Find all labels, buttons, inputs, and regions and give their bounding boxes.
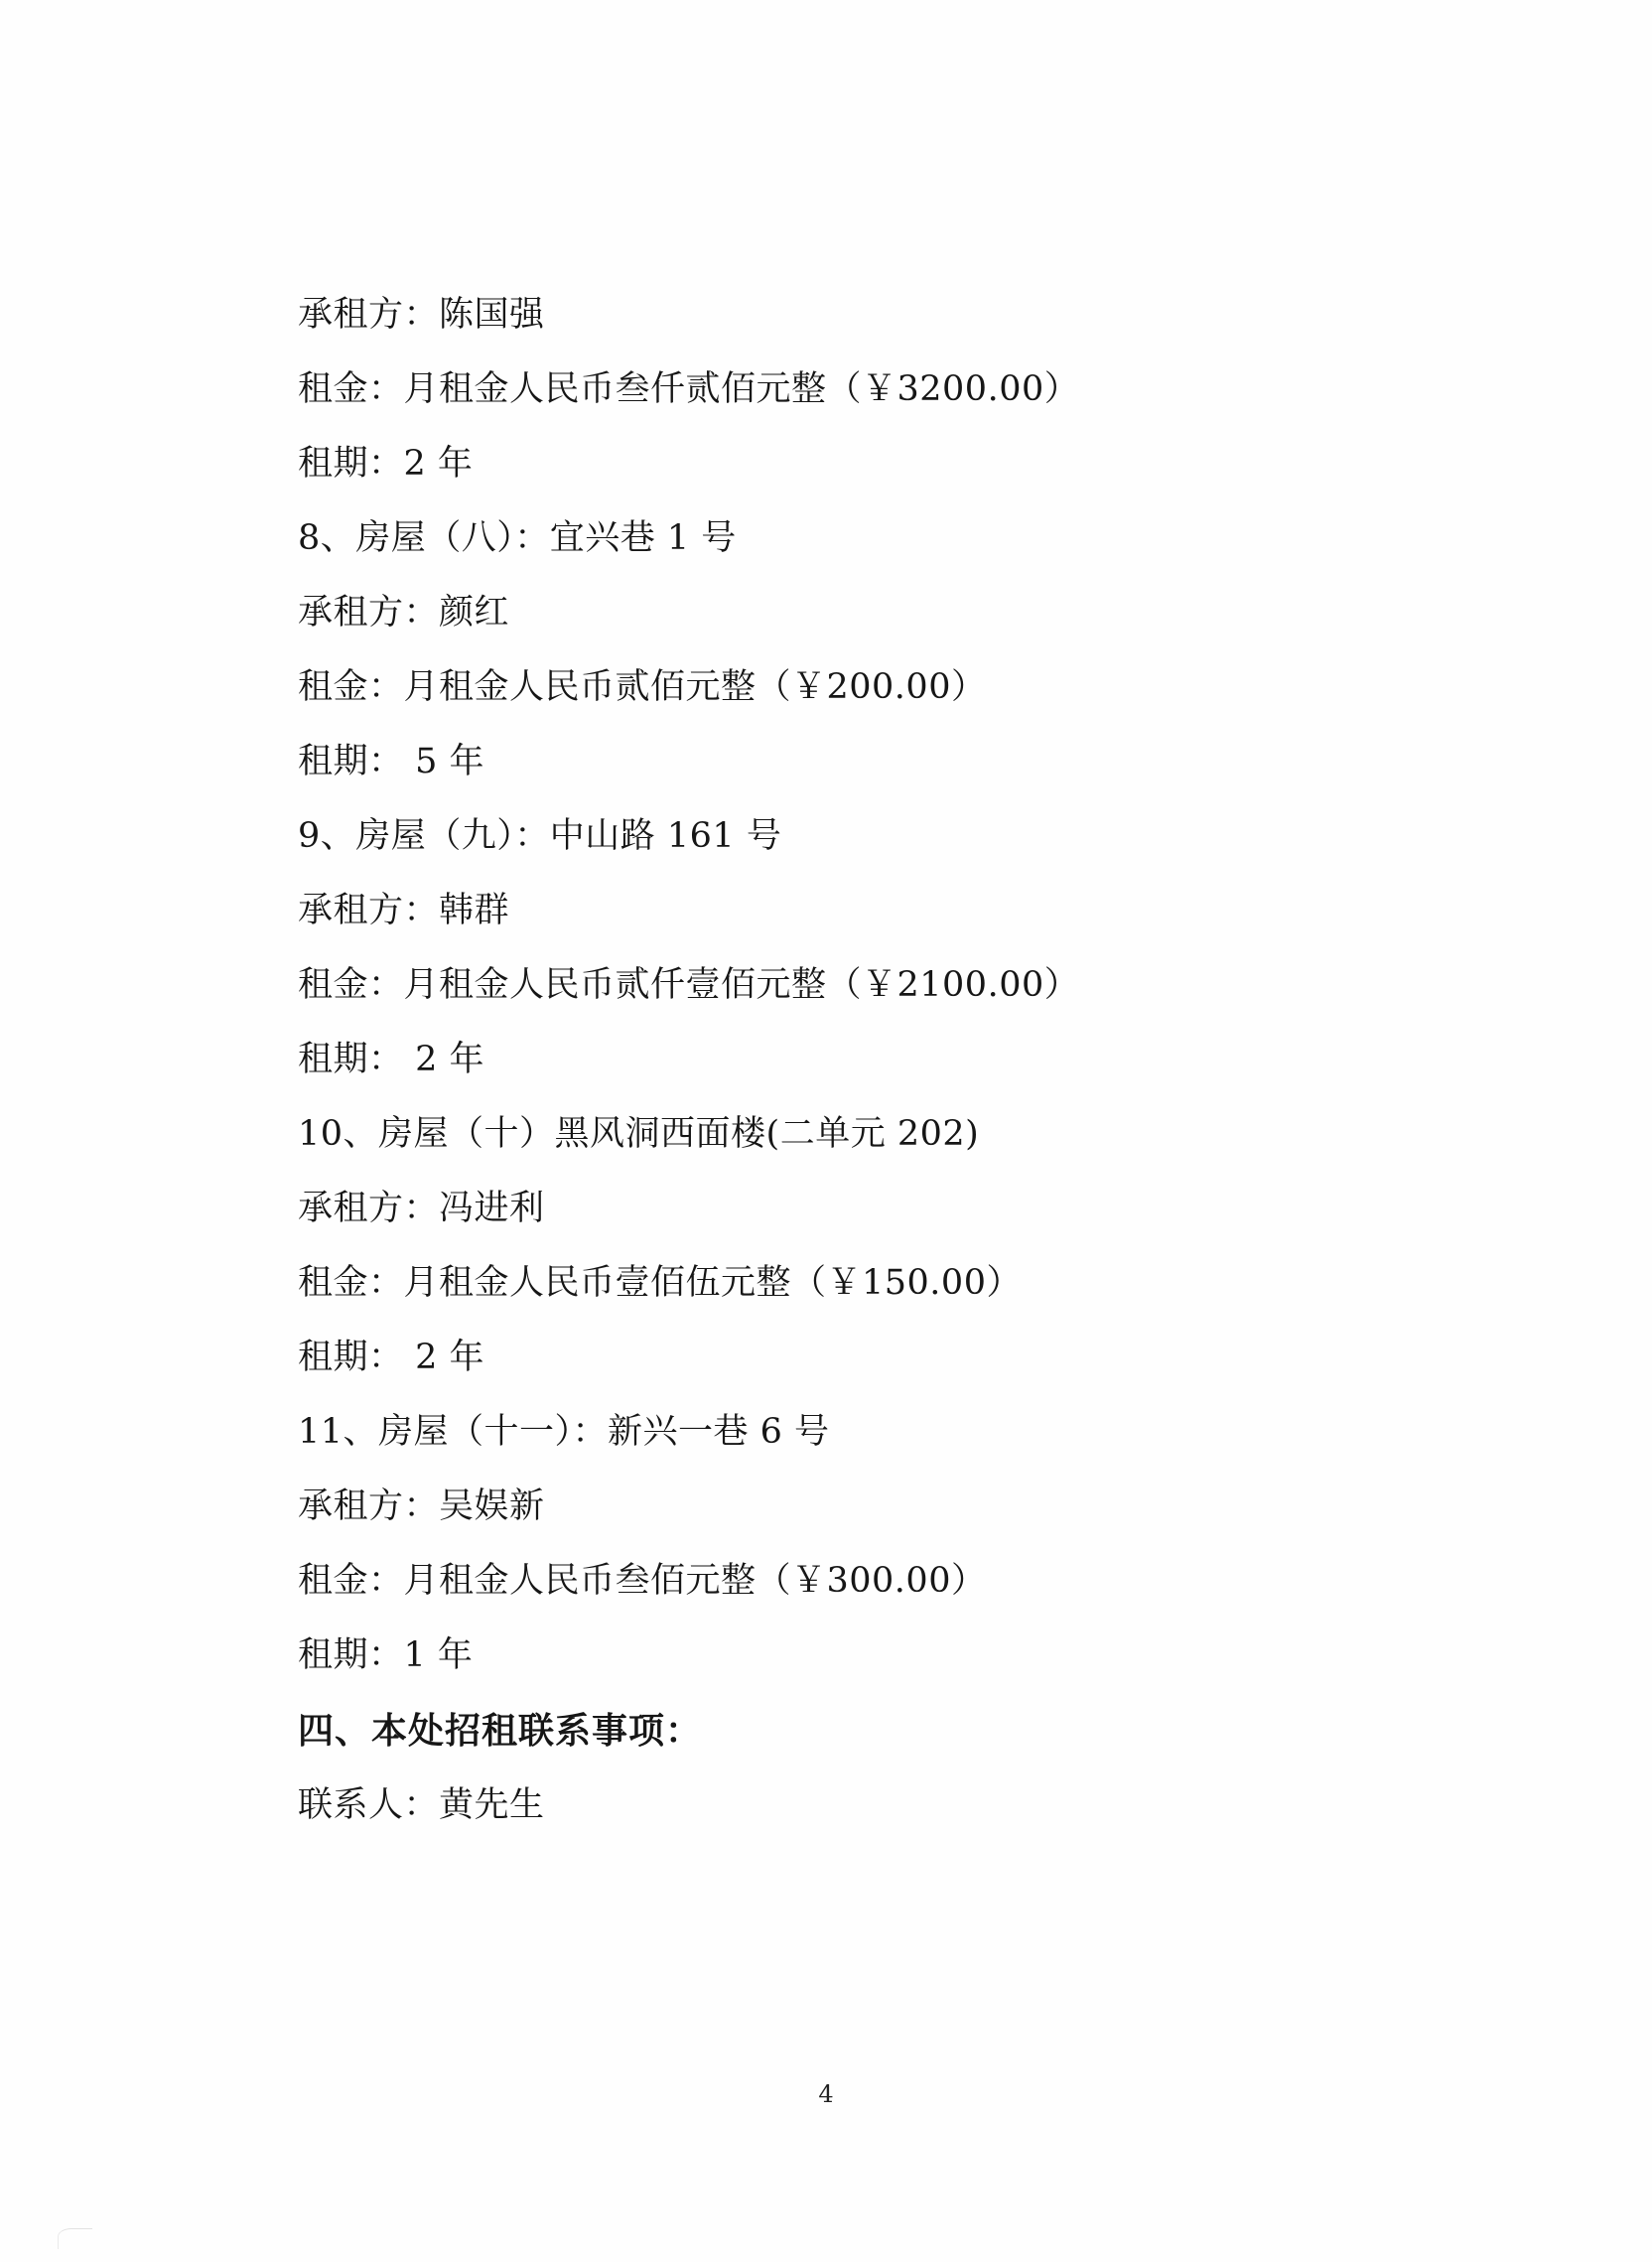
document-body bbox=[298, 295, 1390, 1863]
text-line: 租金：月租金人民币贰仟壹佰元整（￥2100.00） bbox=[298, 965, 1080, 1005]
text-line: 租期： 5 年 bbox=[298, 742, 485, 781]
text-line: 租期： 2 年 bbox=[298, 1338, 485, 1377]
text-line: 8、房屋（八）：宜兴巷 1 号 bbox=[298, 518, 737, 558]
text-line: 承租方：陈国强 bbox=[298, 295, 545, 335]
text-line: 租金：月租金人民币叁佰元整（￥300.00） bbox=[298, 1561, 987, 1601]
text-line: 租金：月租金人民币贰佰元整（￥200.00） bbox=[298, 667, 987, 707]
text-line: 租期：2 年 bbox=[298, 444, 474, 484]
text-line: 11、房屋（十一）：新兴一巷 6 号 bbox=[298, 1412, 830, 1452]
text-line: 承租方：吴娱新 bbox=[298, 1486, 545, 1526]
section-heading: 四、本处招租联系事项： bbox=[298, 1710, 703, 1752]
text-line: 承租方：韩群 bbox=[298, 891, 510, 930]
text-line: 租期： 2 年 bbox=[298, 1040, 485, 1079]
text-line: 租金：月租金人民币壹佰伍元整（￥150.00） bbox=[298, 1263, 1022, 1303]
text-line: 租金：月租金人民币叁仟贰佰元整（￥3200.00） bbox=[298, 369, 1080, 409]
text-line: 联系人：黄先生 bbox=[298, 1785, 545, 1825]
page-corner-mark bbox=[58, 2228, 92, 2249]
text-line: 承租方：冯进利 bbox=[298, 1189, 545, 1228]
text-line: 9、房屋（九）：中山路 161 号 bbox=[298, 816, 782, 856]
text-line: 10、房屋（十）黑风洞西面楼(二单元 202) bbox=[298, 1114, 980, 1154]
text-line: 租期：1 年 bbox=[298, 1635, 474, 1675]
page-number: 4 bbox=[818, 2080, 834, 2108]
text-line: 承租方：颜红 bbox=[298, 593, 510, 633]
